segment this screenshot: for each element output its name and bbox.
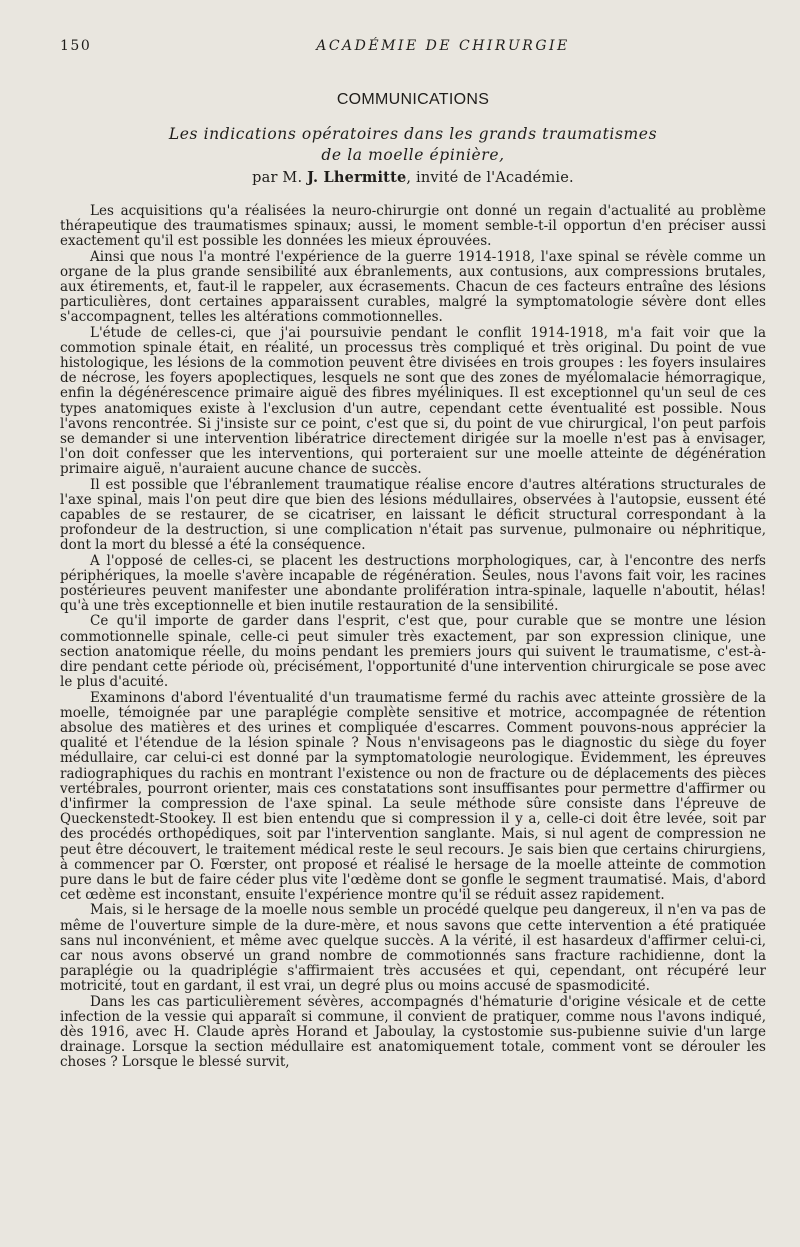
paragraph: Ainsi que nous l'a montré l'expérience de la guerre 1914-1918, l'axe spinal se révèle comme un organe de la plus grande sensibilité aux ébranlements, aux contusions, aux compressions brutales, aux étirements, et, faut-il le rappeler, aux écrasements. Chacun de ces facteurs entraîne des lésions particulières, dont certaines apparaissent curables, malgré la symptomatologie sévère dont elles s'accompagnent, telles les altérations commotionnelles.	[60, 248, 766, 326]
article-title-line-2: de la moelle épinière,	[321, 146, 505, 164]
paragraph: Examinons d'abord l'éventualité d'un traumatisme fermé du rachis avec atteinte grossière de la moelle, témoignée par une paraplégie complète sensitive et motrice, accompagnée de rétention absolue des matières et des urines et compliquée d'escarres. Comment pouvons-nous apprécier la qualité et l'étendue de la lésion spinale ? Nous n'envisageons pas le diagnostic du siège du foyer médullaire, car celui-ci est donné par la symptomatologie neurologique. Evidemment, les épreuves radiographiques du rachis en montrant l'existence ou non de fracture ou de déplacements des pièces vertébrales, pourront orienter, mais ces constatations sont insuffisantes pour permettre d'affirmer ou d'infirmer la compression de l'axe spinal. La seule méthode sûre consiste dans l'épreuve de Queckenstedt-Stookey. Il est bien entendu que si compression il y a, celle-ci doit être levée, soit par des procédés orthopédiques, soit par l'intervention sanglante. Mais, si nul agent de compression ne peut être découvert, le traitement médical reste le seul recours. Je sais bien que certains chirurgiens, à commencer par O. Fœrster, ont proposé et réalisé le hersage de la moelle atteinte de commotion pure dans le but de faire céder plus vite l'œdème dont se gonfle le segment traumatisé. Mais, d'abord cet œdème est inconstant, ensuite l'expérience montre qu'il se réduit assez rapidement.	[60, 689, 766, 904]
paragraph: Mais, si le hersage de la moelle nous semble un procédé quelque peu dangereux, il n'en va pas de même de l'ouverture simple de la dure-mère, et nous savons que cette intervention a été pratiquée sans nul inconvénient, et même avec quelque succès. A la vérité, il est hasardeux d'affirmer celui-ci, car nous avons observé un grand nombre de commotionnés sans fracture rachidienne, dont la paraplégie ou la quadriplégie s'affirmaient très accusées et qui, cependant, ont récupéré leur motricité, tout en gardant, il est vrai, un degré plus ou moins accusé de spasmodicité.	[60, 902, 766, 995]
section-title: COMMUNICATIONS	[336, 91, 490, 108]
byline	[60, 169, 766, 186]
article-title-line-1: Les indications opératoires dans les grands traumatismes	[168, 125, 658, 143]
paragraph: Ce qu'il importe de garder dans l'esprit, c'est que, pour curable que se montre une lésion commotionnelle spinale, celle-ci peut simuler très exactement, par son expression clinique, une section anatomique réelle, du moins pendant les premiers jours qui suivent le traumatisme, c'est-à-dire pendant cette période où, précisément, l'opportunité d'une intervention chirurgicale se pose avec le plus d'acuité.	[60, 613, 766, 691]
running-head	[60, 38, 766, 64]
author-name: J. Lhermitte	[307, 169, 407, 186]
byline-prefix: par M.	[252, 170, 303, 186]
paragraph: Dans les cas particulièrement sévères, accompagnés d'hématurie d'origine vésicale et de cette infection de la vessie qui apparaît si commune, il convient de pratiquer, comme nous l'avons indiqué, dès 1916, avec H. Claude après Horand et Jaboulay, la cystostomie sus-pubienne suivie d'un large drainage. Lorsque la section médullaire est anatomiquement totale, comment vont se dérouler les choses ? Lorsque le blessé survit,	[60, 993, 766, 1071]
article-title	[60, 124, 766, 166]
journal-title: ACADÉMIE DE CHIRURGIE	[316, 38, 570, 54]
article-body	[60, 204, 766, 1071]
paragraph: L'étude de celles-ci, que j'ai poursuivie pendant le conflit 1914-1918, m'a fait voir que la commotion spinale était, en réalité, un processus très compliqué et très original. Du point de vue histologique, les lésions de la commotion peuvent être divisées en trois groupes : les foyers insulaires de nécrose, les foyers apoplectiques, lesquels ne sont que des zones de myélomalacie hémorragique, enfin la dégénérescence primaire aiguë des fibres myéliniques. Il est exceptionnel qu'un seul de ces types anatomiques existe à l'exclusion d'un autre, cependant cette éventualité est possible. Nous l'avons rencontrée. Si j'insiste sur ce point, c'est que si, du point de vue chirurgical, l'on peut parfois se demander si une intervention libératrice directement dirigée sur la moelle n'est pas à envisager, l'on doit confesser que les interventions, qui porteraient sur une moelle atteinte de dégénération primaire aiguë, n'auraient aucune chance de succès.	[60, 324, 766, 478]
page-number: 150	[60, 38, 92, 54]
paragraph: A l'opposé de celles-ci, se placent les destructions morphologiques, car, à l'encontre des nerfs périphériques, la moelle s'avère incapable de régénération. Seules, nous l'avons fait voir, les racines postérieures peuvent manifester une abondante prolifération intra-spinale, laquelle n'aboutit, hélas! qu'à une très exceptionnelle et bien inutile restauration de la sensibilité.	[60, 552, 766, 615]
byline-suffix: , invité de l'Académie.	[406, 170, 574, 186]
paragraph: Les acquisitions qu'a réalisées la neuro-chirurgie ont donné un regain d'actualité au problème thérapeutique des traumatismes spinaux; aussi, le moment semble-t-il opportun d'en préciser aussi exactement qu'il est possible les données les mieux éprouvées.	[60, 203, 766, 250]
paragraph: Il est possible que l'ébranlement traumatique réalise encore d'autres altérations structurales de l'axe spinal, mais l'on peut dire que bien des lésions médullaires, observées à l'autopsie, eussent été capables de se restaurer, de se cicatriser, en laissant le déficit structural correspondant à la profondeur de la destruction, si une complication n'était pas survenue, pulmonaire ou néphritique, dont la mort du blessé a été la conséquence.	[60, 476, 766, 554]
